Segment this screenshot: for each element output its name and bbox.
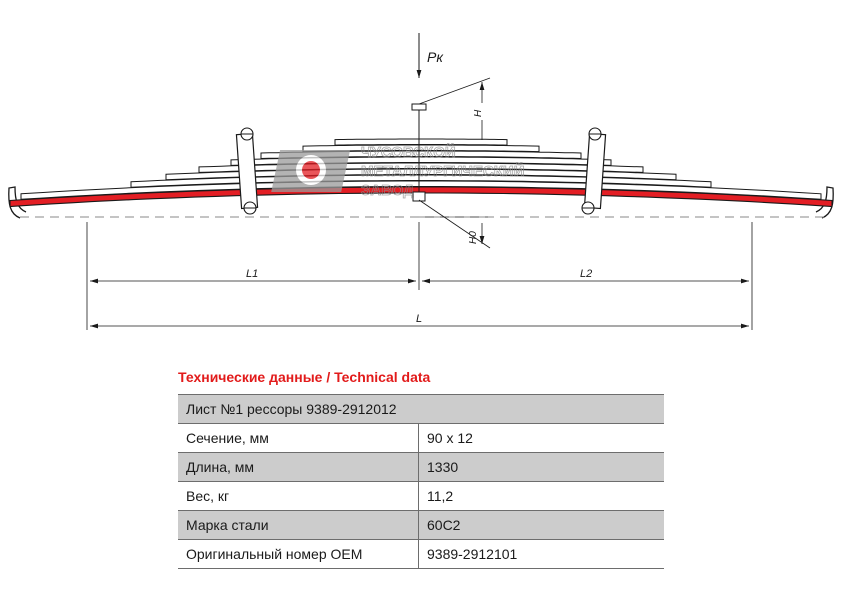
row-value: 90 x 12 [419, 424, 665, 453]
watermark-line-2: МЕТАЛЛУРГИЧЕСКИЙ [361, 163, 525, 180]
row-value: 1330 [419, 453, 665, 482]
row-value: 60С2 [419, 511, 665, 540]
technical-data-title: Технические данные / Technical data [178, 369, 431, 385]
h-label: H [473, 109, 484, 117]
row-label: Длина, мм [178, 453, 419, 482]
l2-label: L2 [580, 268, 593, 280]
table-row [178, 482, 664, 511]
table-header-row [178, 395, 664, 424]
row-label: Сечение, мм [178, 424, 419, 453]
row-value: 9389-2912101 [419, 540, 665, 569]
table-row [178, 540, 664, 569]
row-label: Оригинальный номер OEM [178, 540, 419, 569]
watermark-line-3: ЗАВОД [361, 182, 414, 199]
force-label: Pк [427, 49, 443, 65]
left-clamp [236, 128, 257, 214]
table-row [178, 511, 664, 540]
table-row [178, 424, 664, 453]
l-label: L [416, 313, 423, 325]
row-value: 11,2 [419, 482, 665, 511]
row-label: Марка стали [178, 511, 419, 540]
watermark-line-1: ЧУСОВСКОЙ [361, 144, 456, 161]
h0-label: H0 [468, 231, 479, 244]
table-header-cell: Лист №1 рессоры 9389-2912012 [178, 395, 664, 424]
row-label: Вес, кг [178, 482, 419, 511]
technical-data-table [178, 394, 664, 569]
table-row [178, 453, 664, 482]
l1-label: L1 [246, 268, 259, 280]
